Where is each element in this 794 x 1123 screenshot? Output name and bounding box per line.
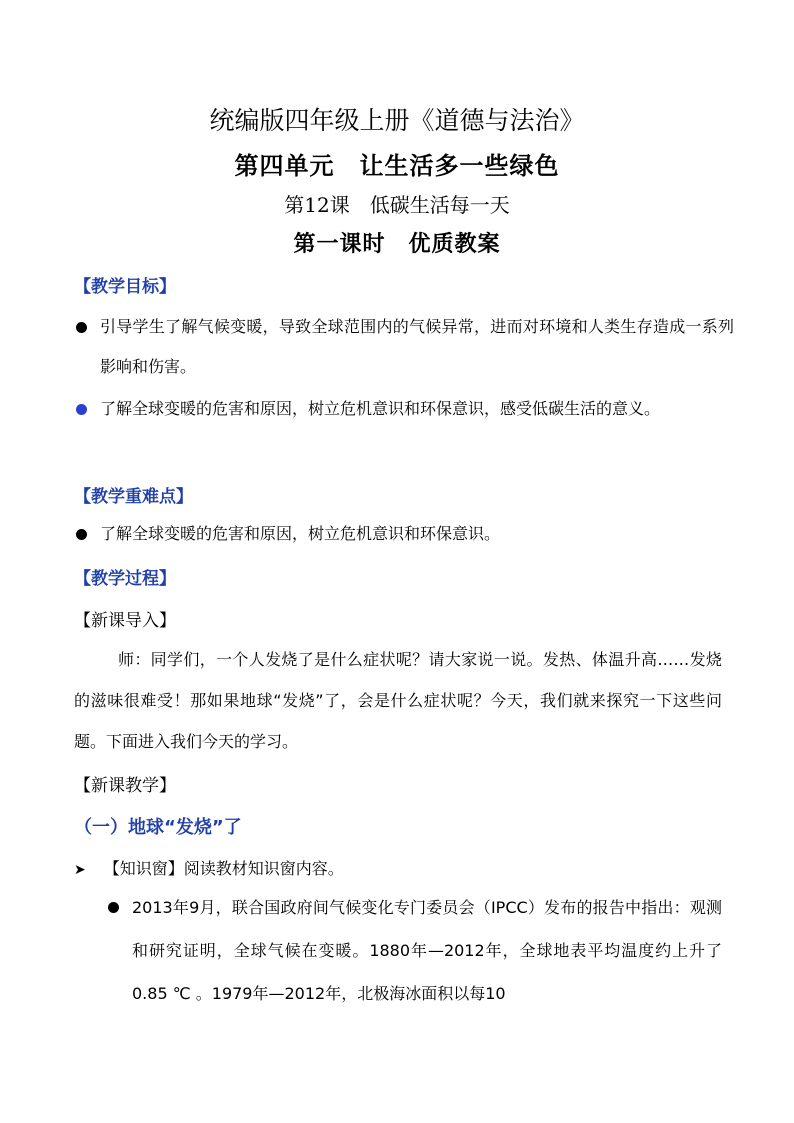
lesson-title: 第12课 低碳生活每一天 (284, 193, 510, 217)
arrow-bullet-icon: ➤ (74, 862, 86, 878)
part1-heading: （一）地球“发烧”了 (74, 817, 242, 838)
knowledge-window-line (74, 856, 344, 879)
textbook-title: 统编版四年级上册《道德与法治》 (209, 106, 585, 135)
key-point-text: 了解全球变暖的危害和原因，树立危机意识和环保意识。 (100, 524, 501, 543)
bullet-icon (108, 902, 119, 913)
goals-heading: 【教学目标】 (74, 277, 176, 297)
process-heading: 【教学过程】 (74, 569, 176, 589)
bullet-icon (76, 529, 87, 540)
knowledge-bullet-text: 2013年9月，联合国政府间气候变化专门委员会（IPCC）发布的报告中指出：观测和研究证明，全球气候在变暖。1880年—2012年，全球地表平均温度约上升了0.85 ℃ 。1979年—2012年，北极海冰面积以每10 (132, 898, 722, 1003)
intro-heading: 【新课导入】 (74, 611, 176, 631)
period-title: 第一课时 优质教案 (293, 231, 501, 257)
teach-heading: 【新课教学】 (74, 776, 176, 796)
knowledge-bullet (106, 886, 722, 1015)
goal-item-1 (74, 307, 734, 387)
knowledge-window-text: 【知识窗】阅读教材知识窗内容。 (103, 859, 344, 878)
goal-item-2 (74, 389, 734, 429)
intro-paragraph: 师：同学们，一个人发烧了是什么症状呢？请大家说一说。发热、体温升高……发烧的滋味很难受！那如果地球“发烧”了，会是什么症状呢？今天，我们就来探究一下这些问题。下面进入我们今天的学习。 (74, 650, 722, 751)
goal-item-text: 了解全球变暖的危害和原因，树立危机意识和环保意识，感受低碳生活的意义。 (100, 399, 661, 418)
bullet-icon (76, 404, 87, 415)
goal-item-text: 引导学生了解气候变暖，导致全球范围内的气候异常，进而对环境和人类生存造成一系列影响和伤害。 (100, 317, 734, 376)
key-point-item-1 (74, 514, 734, 554)
key-points-heading: 【教学重难点】 (74, 487, 193, 507)
unit-title: 第四单元 让生活多一些绿色 (234, 152, 560, 180)
bullet-icon (76, 322, 87, 333)
